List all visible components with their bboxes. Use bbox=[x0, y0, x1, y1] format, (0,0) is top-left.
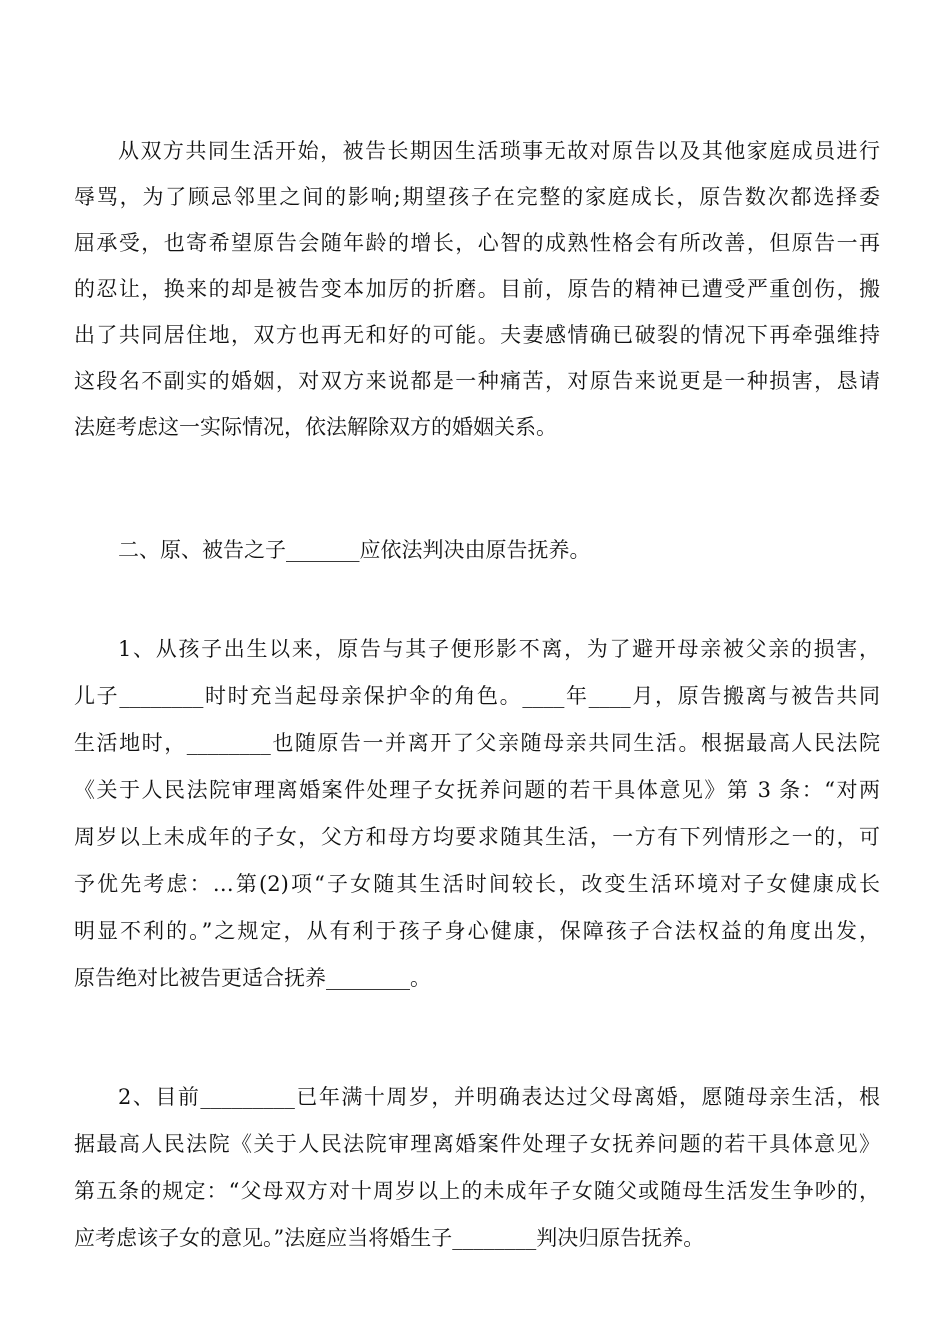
paragraph-2-2-line-2: 据最高人民法院《关于人民法院审理离婚案件处理子女抚养问题的若干具体意见》 bbox=[74, 1132, 880, 1156]
paragraph-1-line-2: 辱骂，为了顾忌邻里之间的影响;期望孩子在完整的家庭成长，原告数次都选择委 bbox=[74, 185, 880, 209]
paragraph-2-1-line-7: 明显不利的。”之规定，从有利于孩子身心健康，保障孩子合法权益的角度出发， bbox=[74, 919, 880, 943]
paragraph-2-1-line-5: 周岁以上未成年的子女，父方和母方均要求随其生活，一方有下列情形之一的，可 bbox=[74, 825, 880, 849]
paragraph-2-1-line-6: 予优先考虑：…第(2)项“子女随其生活时间较长，改变生活环境对子女健康成长 bbox=[74, 872, 880, 896]
paragraph-1-line-6: 这段名不副实的婚姻，对双方来说都是一种痛苦，对原告来说更是一种损害，恳请 bbox=[74, 369, 880, 393]
paragraph-1-line-7: 法庭考虑这一实际情况，依法解除双方的婚姻关系。 bbox=[74, 415, 557, 439]
paragraph-1-line-5: 出了共同居住地，双方也再无和好的可能。夫妻感情确已破裂的情况下再牵强维持 bbox=[74, 323, 880, 347]
paragraph-1-line-4: 的忍让，换来的却是被告变本加厉的折磨。目前，原告的精神已遭受严重创伤，搬 bbox=[74, 277, 880, 301]
paragraph-1-line-3: 屈承受，也寄希望原告会随年龄的增长，心智的成熟性格会有所改善，但原告一再 bbox=[74, 231, 880, 255]
paragraph-2-2-line-3: 第五条的规定：“父母双方对十周岁以上的未成年子女随父或随母生活发生争吵的， bbox=[74, 1179, 880, 1203]
paragraph-2-1-line-8: 原告绝对比被告更适合抚养________。 bbox=[74, 966, 431, 990]
paragraph-2-1-line-4: 《关于人民法院审理离婚案件处理子女抚养问题的若干具体意见》第 3 条：“对两 bbox=[74, 778, 880, 802]
section-2-heading: 二、原、被告之子_______应依法判决由原告抚养。 bbox=[118, 538, 591, 562]
paragraph-2-1-line-3: 生活地时，________也随原告一并离开了父亲随母亲共同生活。根据最高人民法院 bbox=[74, 731, 880, 755]
paragraph-1-line-1: 从双方共同生活开始，被告长期因生活琐事无故对原告以及其他家庭成员进行 bbox=[118, 139, 880, 163]
paragraph-2-2-line-4: 应考虑该子女的意见。”法庭应当将婚生子________判决归原告抚养。 bbox=[74, 1226, 705, 1250]
paragraph-2-1-line-1: 1、从孩子出生以来，原告与其子便形影不离，为了避开母亲被父亲的损害， bbox=[118, 637, 880, 661]
paragraph-2-1-line-2: 儿子________时时充当起母亲保护伞的角色。____年____月，原告搬离与被告共同 bbox=[74, 684, 880, 708]
paragraph-2-2-line-1: 2、目前_________已年满十周岁，并明确表达过父母离婚，愿随母亲生活，根 bbox=[118, 1085, 880, 1109]
